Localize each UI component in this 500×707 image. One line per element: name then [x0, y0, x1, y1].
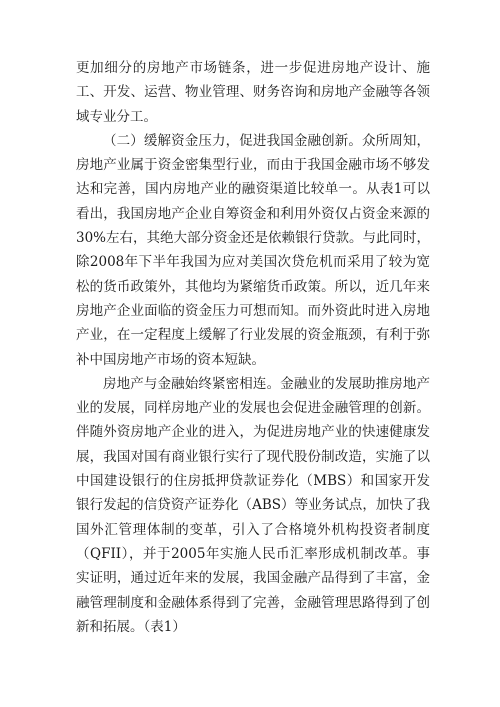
paragraph-financial-pressure: （二）缓解资金压力，促进我国金融创新。众所周知，房地产业属于资金密集型行业，而由于我国金融市场不够发达和完善，国内房地产业的融资渠道比较单一。从表1可以看出，我国房地产企业自筹资金和利用外资仅占资金来源的30%左右，其绝大部分资金还是依赖银行贷款。与此同时，除2008年下半年我国为应对美国次贷危机而采用了较为宽松的货币政策外，其他均为紧缩货币政策。所以，近几年来房地产企业面临的资金压力可想而知。而外资此时进入房地产业，在一定程度上缓解了行业发展的资金瓶颈，有利于弥补中国房地产市场的资本短缺。 [76, 132, 431, 368]
paragraph-continuation: 更加细分的房地产市场链条，进一步促进房地产设计、施工、开发、运营、物业管理、财务咨询和房地产金融等各领域专业分工。 [76, 60, 430, 125]
paragraph-finance-innovation: 房地产与金融始终紧密相连。金融业的发展助推房地产业的发展，同样房地产业的发展也会促进金融管理的创新。伴随外资房地产企业的进入，为促进房地产业的快速健康发展，我国对国有商业银行实行了现代股份制改造，实施了以中国建设银行的住房抵押贷款证券化（MBS）和国家开发银行发起的信贷资产证券化（ABS）等业务试点，加快了我国外汇管理体制的变革，引入了合格境外机构投资者制度（QFII），并于2005年实施人民币汇率形成机制改革。事实证明，通过近年来的发展，我国金融产品得到了丰富，金融管理制度和金融体系得到了完善，金融管理思路得到了创新和拓展。（表1） [76, 375, 430, 635]
